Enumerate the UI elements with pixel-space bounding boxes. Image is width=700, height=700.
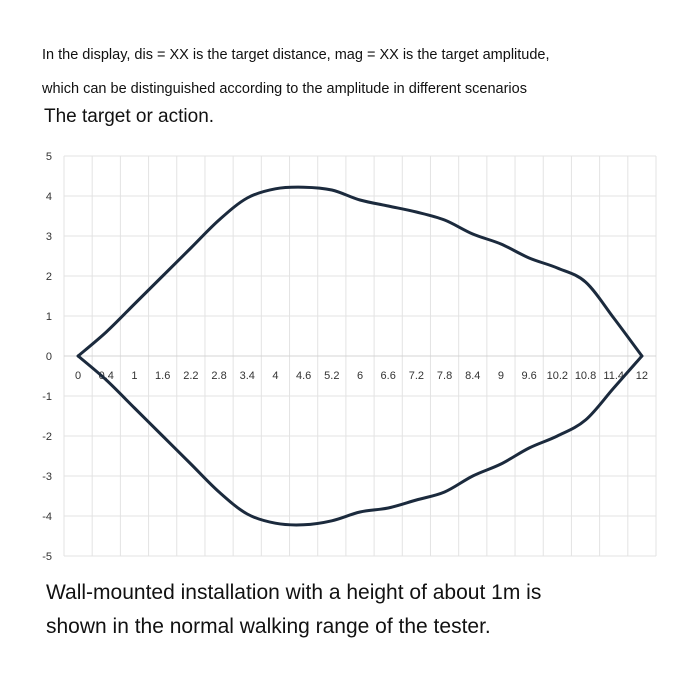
x-tick-label: 10.8	[574, 370, 597, 382]
x-tick-label: 1.6	[155, 370, 171, 382]
x-tick-label: 0.4	[98, 370, 114, 382]
y-tick-label: -4	[42, 511, 52, 523]
intro-line-1: In the display, dis = XX is the target distance, mag = XX is the target amplitude,	[42, 47, 550, 63]
x-tick-label: 4	[272, 370, 279, 382]
y-tick-label: 3	[45, 231, 52, 243]
footer-line-2: shown in the normal walking range of the tester.	[46, 615, 491, 638]
x-tick-label: 5.2	[324, 370, 340, 382]
x-tick-labels	[75, 370, 648, 382]
y-tick-label: -2	[42, 431, 52, 443]
x-tick-label: 4.6	[295, 370, 312, 382]
x-tick-label: 9	[497, 370, 505, 382]
chart-caption: The target or action.	[44, 106, 215, 127]
footer-text	[46, 576, 666, 644]
intro-line-2: which can be distinguished according to the amplitude in different scenarios	[42, 81, 527, 97]
x-tick-label: 6.6	[380, 370, 396, 382]
range-chart	[0, 140, 700, 570]
y-tick-labels	[42, 151, 52, 563]
y-tick-label: 2	[45, 271, 52, 283]
y-tick-label: -3	[42, 471, 52, 483]
y-tick-label: 4	[45, 191, 52, 203]
x-tick-label: 6	[356, 370, 364, 382]
upper-boundary-line	[78, 187, 642, 356]
x-tick-label: 1	[131, 370, 138, 382]
y-tick-label: 0	[45, 351, 52, 363]
x-tick-label: 2.2	[183, 370, 199, 382]
x-tick-label: 8.4	[465, 370, 481, 382]
x-tick-label: 10.2	[546, 370, 569, 382]
intro-text	[42, 38, 682, 106]
x-tick-label: 11.4	[603, 370, 625, 382]
y-tick-label: 5	[45, 151, 52, 163]
x-tick-label: 3.4	[239, 370, 255, 382]
x-tick-label: 12	[635, 370, 649, 382]
x-tick-label: 9.6	[521, 370, 537, 382]
x-tick-label: 7.8	[436, 370, 453, 382]
y-tick-label: 1	[45, 311, 52, 323]
grid-layer	[64, 156, 656, 556]
y-tick-label: -1	[42, 391, 52, 403]
x-tick-label: 2.8	[211, 370, 227, 382]
footer-line-1: Wall-mounted installation with a height of about 1m is	[46, 581, 542, 604]
y-tick-label: -5	[42, 551, 52, 563]
x-tick-label: 0	[75, 370, 82, 382]
x-tick-label: 7.2	[408, 370, 425, 382]
